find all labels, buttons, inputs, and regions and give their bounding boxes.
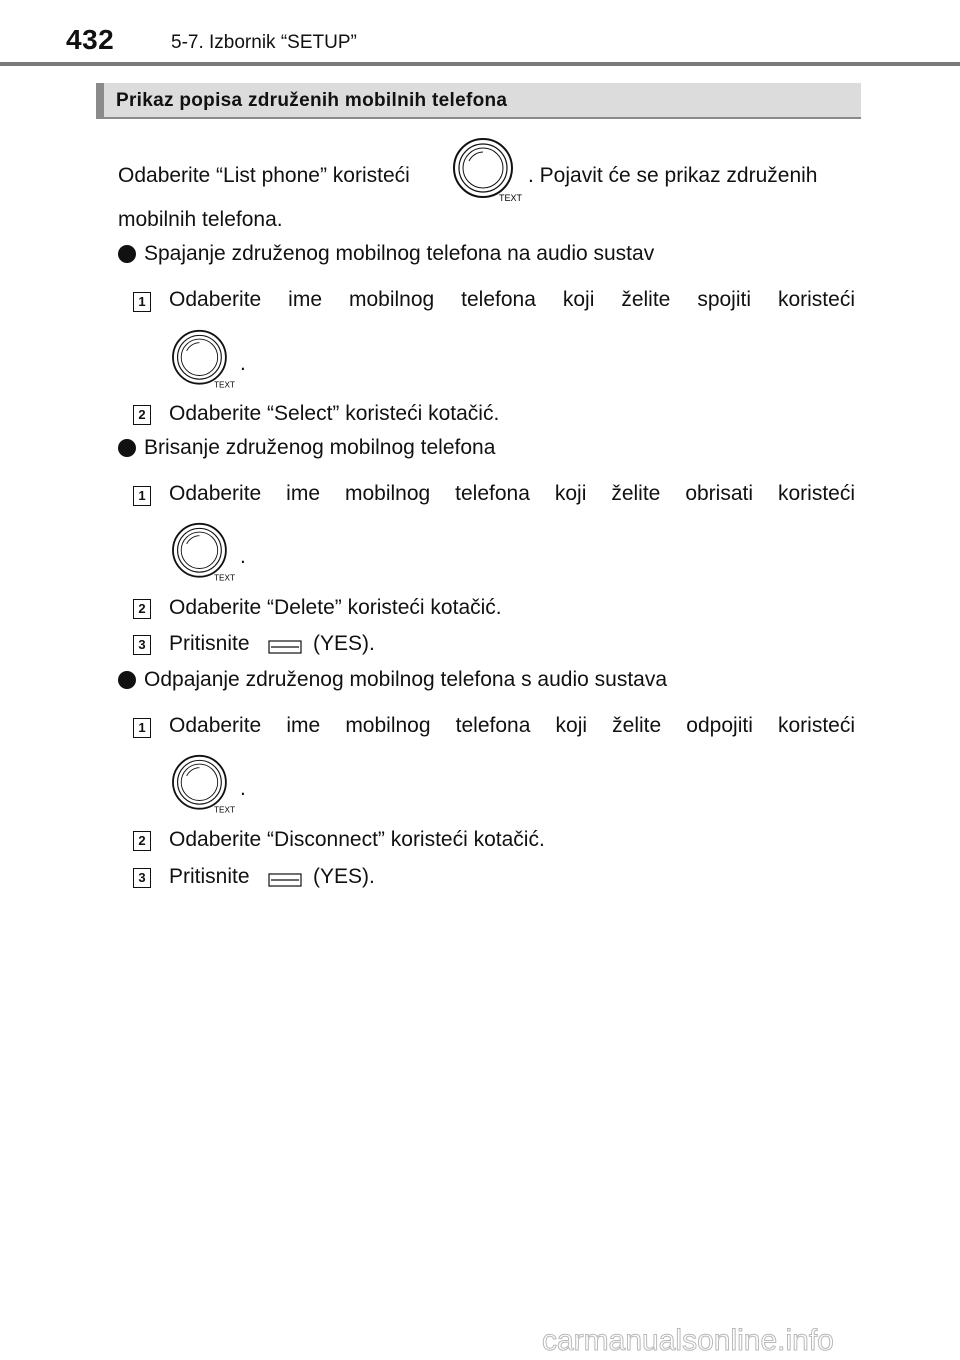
group-heading: Brisanje združenog mobilnog telefona — [144, 436, 496, 459]
step-text: Odaberite ime mobilnog telefona koji želite obrisati koristeći — [169, 482, 855, 505]
tune-dial-icon — [170, 754, 238, 816]
step-text-cont: . — [240, 545, 246, 568]
group-heading: Spajanje združenog mobilnog telefona na audio sustav — [144, 242, 655, 265]
step-text: Odaberite ime mobilnog telefona koji želite spojiti koristeći — [169, 288, 855, 311]
bullet-icon — [118, 245, 136, 263]
step-text: Odaberite “Delete” koristeći kotačić. — [169, 596, 502, 619]
page-number: 432 — [66, 24, 115, 55]
svg-text:carmanualsonline.info: carmanualsonline.info — [542, 1324, 834, 1357]
step-number: 2 — [133, 405, 151, 425]
step-number: 2 — [133, 831, 151, 851]
step-number: 3 — [133, 635, 151, 655]
header-rule — [0, 62, 960, 66]
watermark — [540, 1320, 950, 1358]
bullet-icon — [118, 439, 136, 457]
tune-dial-icon — [452, 137, 524, 205]
bullet-icon — [118, 671, 136, 689]
tune-dial-icon — [170, 522, 238, 584]
section-title: Prikaz popisa združenih mobilnih telefona — [96, 83, 861, 119]
chapter-title: 5-7. Izbornik “SETUP” — [171, 32, 357, 53]
svg-text:TEXT: TEXT — [214, 380, 235, 390]
step-number: 1 — [133, 486, 151, 506]
step-text-end: (YES). — [313, 632, 375, 655]
step-text: Odaberite ime mobilnog telefona koji želite odpojiti koristeći — [169, 714, 855, 737]
svg-text:TEXT: TEXT — [499, 193, 523, 203]
tune-dial-icon — [170, 329, 238, 391]
intro-text-start: Odaberite “List phone” koristeći — [118, 164, 410, 187]
step-number: 1 — [133, 718, 151, 738]
intro-text-line2: mobilnih telefona. — [118, 208, 283, 231]
yes-button-icon — [268, 640, 302, 654]
step-number: 1 — [133, 292, 151, 312]
step-number: 3 — [133, 868, 151, 888]
step-text: Odaberite “Select” koristeći kotačić. — [169, 402, 500, 425]
step-text: Odaberite “Disconnect” koristeći kotačić. — [169, 828, 545, 851]
step-text-start: Pritisnite — [169, 632, 250, 655]
svg-text:TEXT: TEXT — [214, 805, 235, 815]
yes-button-icon — [268, 873, 302, 887]
group-heading: Odpajanje združenog mobilnog telefona s audio sustava — [144, 668, 668, 691]
step-number: 2 — [133, 599, 151, 619]
svg-text:TEXT: TEXT — [214, 573, 235, 583]
step-text-cont: . — [240, 352, 246, 375]
step-text-cont: . — [240, 777, 246, 800]
step-text-end: (YES). — [313, 865, 375, 888]
page-header — [0, 0, 960, 62]
intro-text-end: . Pojavit će se prikaz združenih — [528, 164, 818, 187]
step-text-start: Pritisnite — [169, 865, 250, 888]
